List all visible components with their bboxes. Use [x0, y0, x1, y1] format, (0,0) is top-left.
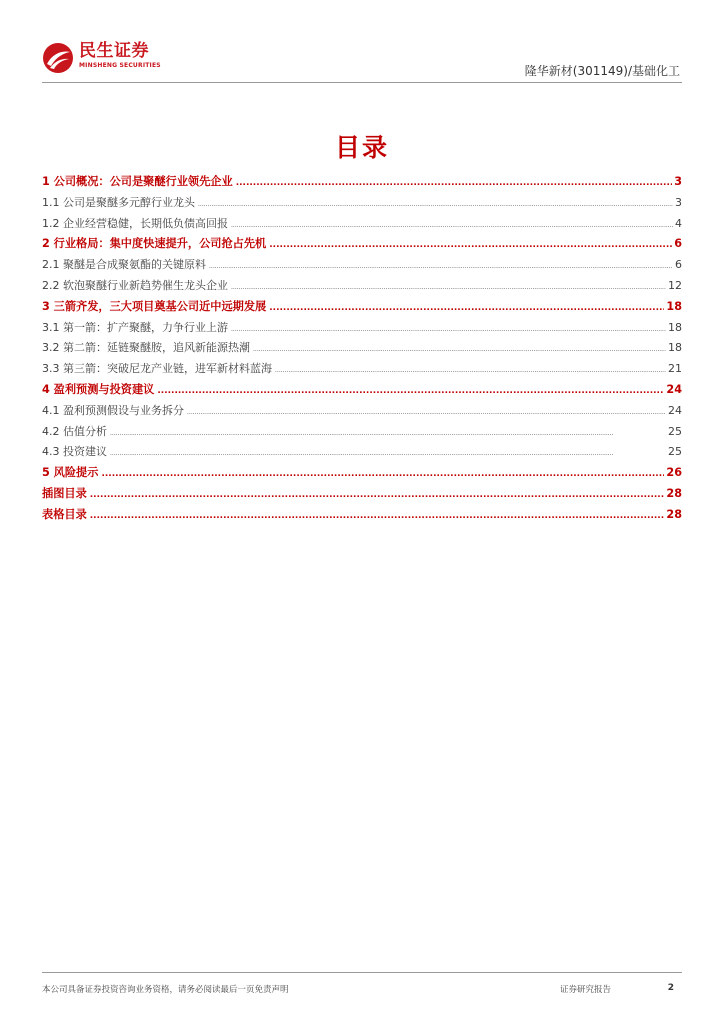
toc-entry-title: 1 公司概况：公司是聚醚行业领先企业	[42, 175, 233, 188]
toc-entry[interactable]	[42, 318, 682, 339]
toc-dot-leader	[209, 255, 673, 278]
toc-entry-title: 4.2 估值分析	[42, 424, 107, 438]
logo-english-name: MINSHENG SECURITIES	[79, 62, 161, 69]
toc-entry[interactable]	[42, 484, 682, 505]
table-of-contents	[42, 172, 682, 526]
toc-dot-leader	[110, 442, 666, 465]
toc-entry-page: 28	[666, 486, 682, 500]
logo-chinese-name: 民生证券	[79, 41, 149, 61]
toc-entry-title: 2.1 聚醚是合成聚氨酯的关键原料	[42, 258, 206, 272]
footer-disclaimer: 本公司具备证券投资咨询业务资格，请务必阅读最后一页免责声明	[42, 985, 289, 995]
toc-entry-page: 18	[666, 299, 682, 313]
toc-dot-leader	[90, 484, 665, 506]
toc-entry-title: 2.2 软泡聚醚行业新趋势催生龙头企业	[42, 278, 228, 292]
toc-dot-leader	[253, 338, 666, 361]
page-header	[42, 42, 682, 84]
toc-dot-leader	[231, 214, 673, 237]
toc-entry-page: 24	[668, 403, 682, 417]
toc-dot-leader	[236, 172, 673, 194]
toc-entry[interactable]	[42, 172, 682, 193]
toc-entry-title: 3 三箭齐发，三大项目奠基公司近中远期发展	[42, 299, 267, 313]
toc-entry[interactable]	[42, 505, 682, 526]
toc-entry[interactable]	[42, 276, 682, 297]
toc-entry[interactable]	[42, 442, 682, 463]
toc-title: 目录	[334, 133, 389, 162]
toc-entry-page: 6	[674, 237, 682, 251]
page-footer	[42, 972, 682, 995]
toc-entry-page: 12	[668, 278, 682, 292]
toc-entry[interactable]	[42, 234, 682, 255]
toc-dot-leader	[269, 234, 672, 256]
toc-dot-leader	[110, 422, 666, 445]
toc-dot-leader	[269, 297, 664, 319]
toc-entry[interactable]	[42, 193, 682, 214]
toc-entry-title: 3.3 第三箭：突破尼龙产业链，进军新材料蓝海	[42, 362, 272, 376]
toc-dot-leader	[198, 193, 673, 216]
toc-entry[interactable]	[42, 422, 682, 443]
toc-entry-page: 26	[666, 466, 682, 480]
toc-entry-page: 28	[666, 507, 682, 521]
toc-entry-page: 24	[666, 382, 682, 396]
toc-entry-title: 3.2 第二箭：延链聚醚胺，追风新能源热潮	[42, 341, 250, 355]
toc-entry[interactable]	[42, 359, 682, 380]
toc-entry[interactable]	[42, 463, 682, 484]
header-divider	[42, 82, 682, 83]
page-number: 2	[667, 983, 674, 993]
report-tag: 隆华新材(301149)/基础化工	[524, 64, 680, 78]
toc-dot-leader	[101, 463, 664, 485]
toc-entry-title: 4.3 投资建议	[42, 445, 107, 459]
toc-entry-title: 2 行业格局：集中度快速提升，公司抢占先机	[42, 237, 267, 251]
toc-dot-leader	[157, 380, 664, 402]
toc-entry[interactable]	[42, 214, 682, 235]
minsheng-logo-icon	[42, 42, 74, 74]
toc-entry[interactable]	[42, 255, 682, 276]
toc-entry-title: 表格目录	[42, 507, 87, 521]
toc-entry-page: 25	[668, 445, 682, 459]
toc-entry-page: 3	[674, 175, 682, 188]
toc-entry-page: 6	[675, 258, 682, 272]
toc-entry-title: 4.1 盈利预测假设与业务拆分	[42, 403, 184, 417]
company-logo	[42, 42, 161, 74]
toc-entry-title: 1.2 企业经营稳健，长期低负债高回报	[42, 216, 228, 230]
toc-entry-title: 4 盈利预测与投资建议	[42, 382, 155, 396]
toc-entry-page: 18	[668, 341, 682, 355]
footer-divider	[42, 972, 682, 973]
toc-entry-page: 4	[675, 216, 682, 230]
toc-dot-leader	[187, 401, 666, 424]
toc-entry-title: 1.1 公司是聚醚多元醇行业龙头	[42, 195, 195, 209]
toc-entry[interactable]	[42, 401, 682, 422]
toc-dot-leader	[90, 505, 665, 527]
toc-entry[interactable]	[42, 380, 682, 401]
footer-report-type: 证券研究报告	[560, 985, 612, 995]
toc-entry-title: 5 风险提示	[42, 466, 99, 480]
toc-dot-leader	[275, 359, 666, 382]
toc-entry-page: 3	[675, 195, 682, 209]
toc-entry[interactable]	[42, 338, 682, 359]
toc-entry-page: 25	[668, 424, 682, 438]
toc-entry-page: 21	[668, 362, 682, 376]
toc-entry-title: 3.1 第一箭：扩产聚醚，力争行业上游	[42, 320, 228, 334]
toc-dot-leader	[231, 276, 666, 299]
toc-dot-leader	[231, 318, 666, 341]
toc-entry[interactable]	[42, 297, 682, 318]
toc-entry-title: 插图目录	[42, 486, 87, 500]
toc-entry-page: 18	[668, 320, 682, 334]
